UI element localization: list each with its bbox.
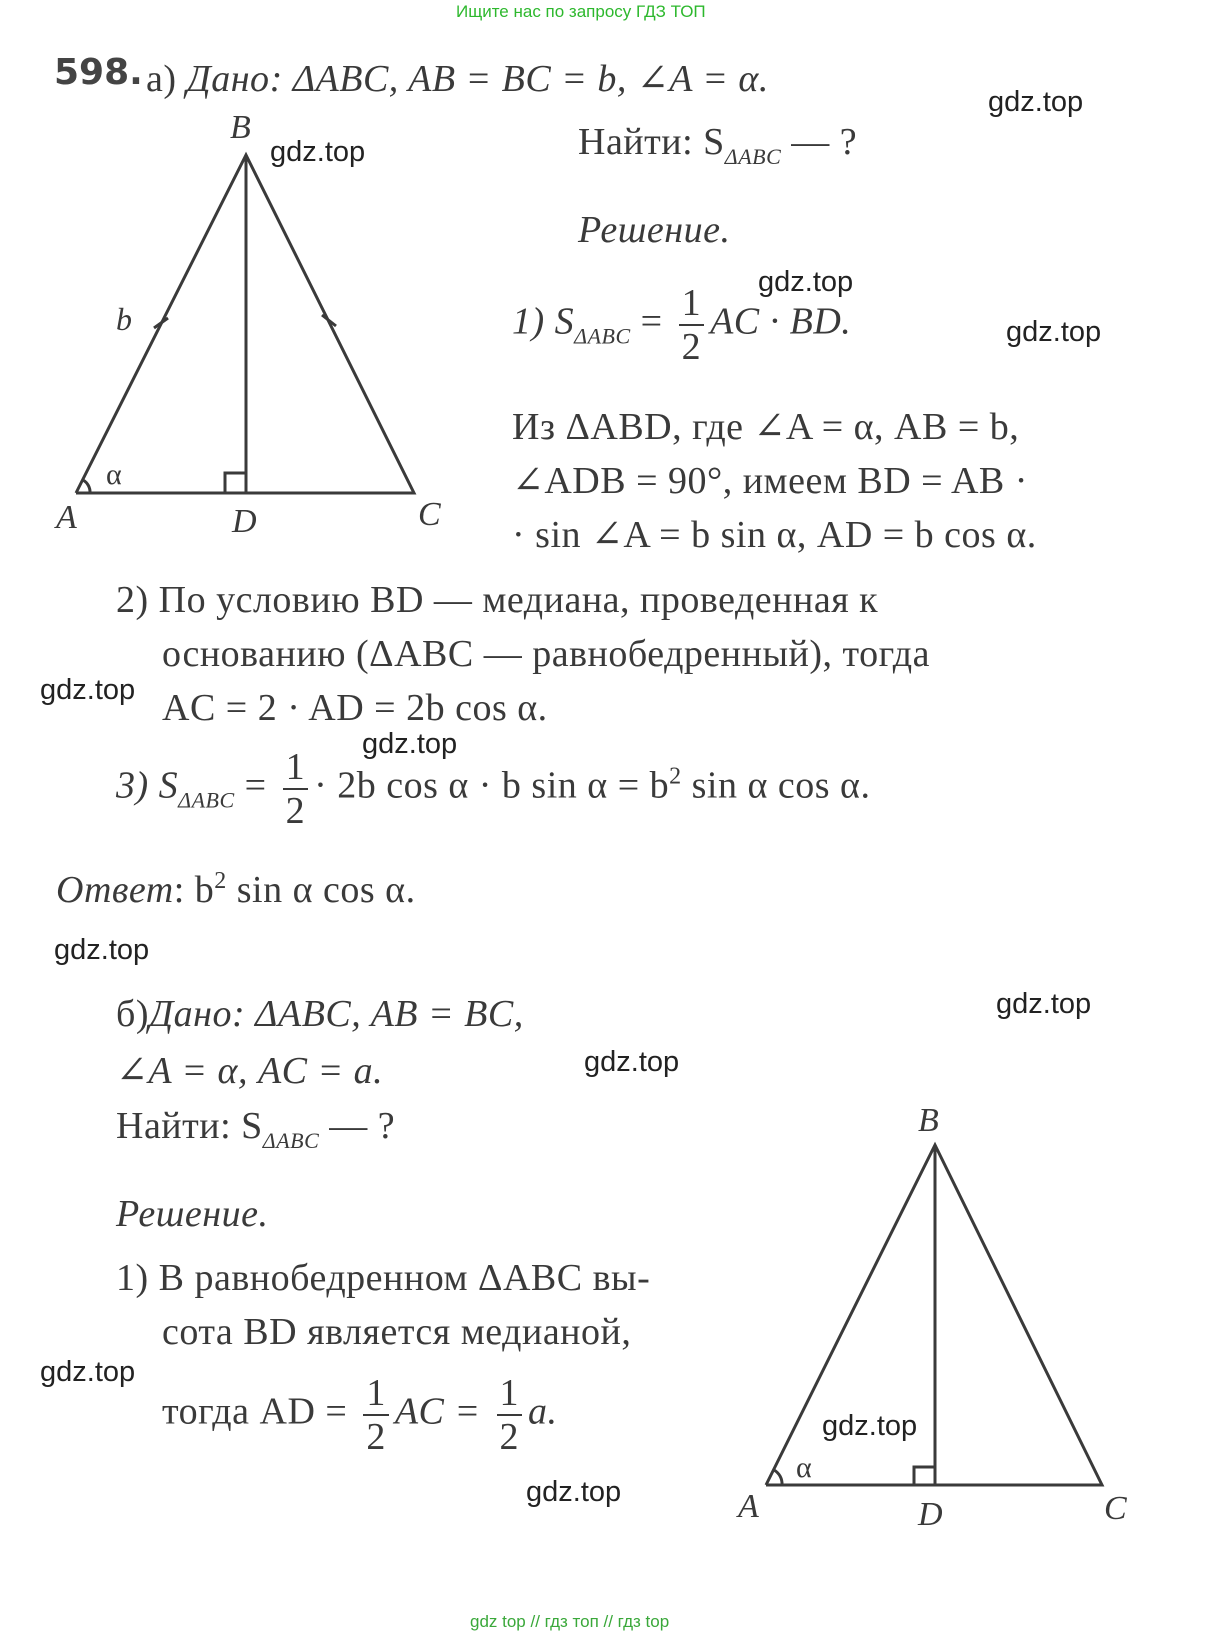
fraction-half: $\frac{1}{2}$ bbox=[283, 746, 309, 832]
part-a-step3: 3) $S_{\Delta ABC}$ = $\frac{1}{2}$ · 2b cos α · b $\sin \alpha = b^2$ sin α cos α. bbox=[116, 746, 871, 832]
triangle-figure-a bbox=[40, 100, 480, 560]
part-a-step1-line3: · sin ∠A = b sin α, AD = b cos α. bbox=[512, 514, 1037, 556]
label-b-vertex-b: B bbox=[918, 1102, 939, 1139]
angle-arc-a bbox=[83, 480, 90, 493]
part-a-step1-line2: ∠ADB = 90°, имеем BD = AB · bbox=[512, 460, 1028, 502]
label-d-vertex-b: D bbox=[918, 1496, 943, 1533]
label-c-vertex-a: C bbox=[418, 496, 441, 533]
label-d-vertex-a: D bbox=[232, 503, 257, 540]
part-a-given-label: Дано bbox=[186, 58, 270, 100]
watermark: gdz.top bbox=[758, 266, 854, 298]
triangle-figure-b bbox=[720, 1095, 1160, 1535]
part-a-answer: Ответ: $b^2$ sin α cos α. bbox=[56, 868, 416, 911]
fraction-half: $\frac{1}{2}$ bbox=[497, 1372, 523, 1458]
label-a-vertex-b: A bbox=[738, 1488, 759, 1525]
watermark: gdz.top bbox=[988, 86, 1084, 118]
label-side-b-a: b bbox=[116, 301, 132, 337]
part-a-step2-line3: AC = 2 · AD = 2b cos α. bbox=[162, 687, 548, 729]
part-b-step1-line1: 1) В равнобедренном ΔABC вы- bbox=[116, 1257, 651, 1299]
label-alpha-b: α bbox=[796, 1451, 812, 1484]
part-a-find: Найти: $S_{\Delta ABC}$ — ? bbox=[578, 121, 858, 169]
fraction-half: $\frac{1}{2}$ bbox=[679, 282, 705, 368]
label-b-vertex-a: B bbox=[230, 109, 251, 146]
part-a-solution-label: Решение. bbox=[578, 209, 731, 251]
part-a-given-text: : ΔABC, AB = BC = b, ∠A = α. bbox=[269, 58, 769, 100]
part-a-given bbox=[146, 56, 769, 101]
part-a-step2-line2: основанию (ΔABC — равнобедренный), тогда bbox=[162, 633, 930, 675]
watermark: gdz.top bbox=[822, 1410, 918, 1442]
part-a-step2-line1: 2) По условию BD — медиана, проведенная к bbox=[116, 579, 879, 621]
top-banner: Ищите нас по запросу ГДЗ ТОП bbox=[456, 2, 706, 21]
fraction-half: $\frac{1}{2}$ bbox=[363, 1372, 389, 1458]
right-angle-mark-b bbox=[914, 1467, 935, 1485]
part-b-given-line2: ∠A = α, AC = a. bbox=[116, 1050, 384, 1092]
watermark: gdz.top bbox=[54, 934, 150, 966]
label-alpha-a: α bbox=[106, 458, 122, 491]
part-a-step1-formula: 1) $S_{\Delta ABC}$ = $\frac{1}{2}$ AC · BD. bbox=[512, 282, 852, 368]
part-b-solution-label: Решение. bbox=[116, 1193, 269, 1235]
part-b-given-line1: б)Дано: ΔABC, AB = BC, bbox=[116, 993, 524, 1035]
watermark: gdz.top bbox=[270, 136, 366, 168]
watermark: gdz.top bbox=[40, 674, 136, 706]
footer-watermark: gdz top // гдз топ // гдз top bbox=[470, 1612, 670, 1631]
right-angle-mark-a bbox=[225, 473, 246, 493]
problem-number: 598. bbox=[54, 52, 143, 93]
part-a-step1-line1: Из ΔABD, где ∠A = α, AB = b, bbox=[512, 406, 1020, 448]
watermark: gdz.top bbox=[584, 1046, 680, 1078]
watermark: gdz.top bbox=[1006, 316, 1102, 348]
watermark: gdz.top bbox=[526, 1476, 622, 1508]
angle-arc-b bbox=[774, 1470, 782, 1485]
part-b-step1-line3: тогда AD = $\frac{1}{2}$ AC = $\frac{1}{2}$ a. bbox=[162, 1372, 558, 1458]
watermark: gdz.top bbox=[40, 1356, 136, 1388]
part-b-find: Найти: $S_{\Delta ABC}$ — ? bbox=[116, 1105, 396, 1153]
watermark: gdz.top bbox=[996, 988, 1092, 1020]
part-a-label: а) bbox=[146, 58, 177, 100]
watermark: gdz.top bbox=[362, 728, 458, 760]
label-c-vertex-b: C bbox=[1104, 1490, 1127, 1527]
part-b-step1-line2: сота BD является медианой, bbox=[162, 1311, 632, 1353]
label-a-vertex-a: A bbox=[56, 499, 77, 536]
